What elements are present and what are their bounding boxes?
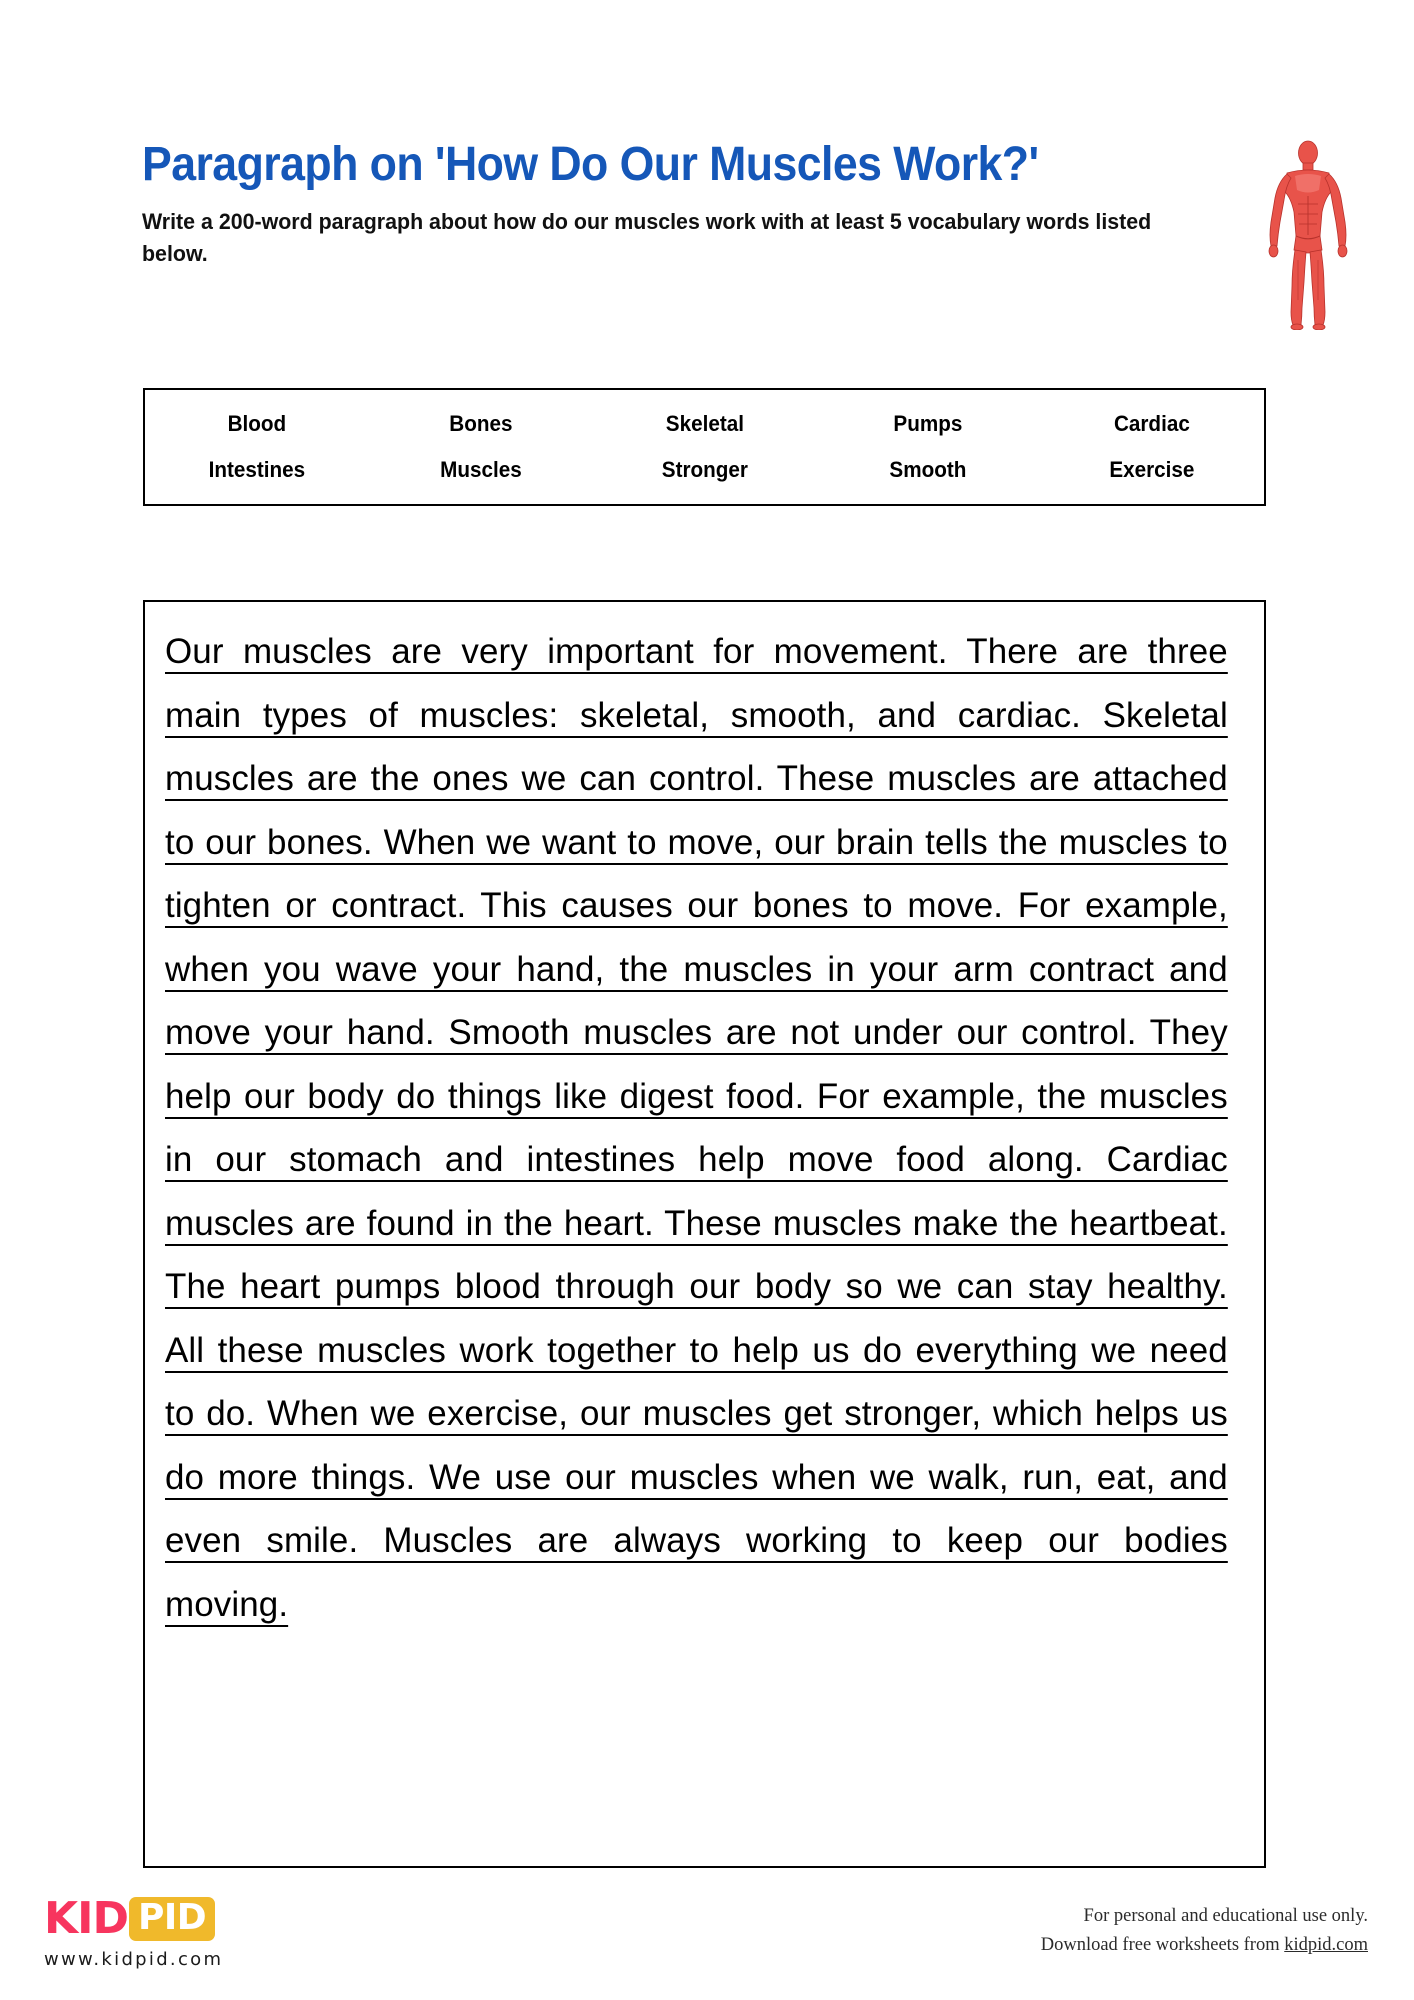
vocab-word: Muscles xyxy=(439,457,522,482)
logo-pid-badge: PID xyxy=(129,1897,215,1941)
instruction-text: Write a 200-word paragraph about how do our muscles work with at least 5 vocabulary words listed below. xyxy=(142,209,1152,267)
answer-paragraph-text: Our muscles are very important for movement. There are three main types of muscles: skeletal, smooth, and cardiac. Skeletal muscles are the ones we can control. These muscles are attached to our bones. When we want to move, our brain tells the muscles to tighten or contract. This causes our bones to move. For example, when you wave your hand, the muscles in your arm contract and move your hand. Smooth muscles are not under our control. They help our body do things like digest food. For example, the muscles in our stomach and intestines help move food along. Cardiac muscles are found in the heart. These muscles make the heartbeat. The heart pumps blood through our body so we can stay healthy. All these muscles work together to help us do everything we need to do. When we exercise, our muscles get stronger, which helps us do more things. We use our muscles when we walk, run, eat, and even smile. Muscles are always working to keep our bodies moving. xyxy=(165,631,1228,1624)
worksheet-header xyxy=(142,140,1272,270)
answer-area[interactable] xyxy=(143,600,1266,1868)
vocabulary-row xyxy=(145,411,1264,437)
vocab-word: Pumps xyxy=(893,411,963,436)
vocab-word: Exercise xyxy=(1109,457,1195,482)
kidpid-link[interactable]: kidpid.com xyxy=(1284,1934,1368,1955)
vocab-word: Smooth xyxy=(889,457,967,482)
footer-note-line-2 xyxy=(1041,1931,1368,1960)
vocabulary-word-bank xyxy=(143,388,1266,506)
vocab-word: Skeletal xyxy=(665,411,744,436)
kidpid-logo xyxy=(44,1893,374,1970)
vocab-word: Stronger xyxy=(661,457,748,482)
muscular-system-figure-icon xyxy=(1262,140,1354,330)
vocab-word: Blood xyxy=(227,411,287,436)
logo-website-url: www.kidpid.com xyxy=(44,1949,224,1970)
vocab-word: Intestines xyxy=(208,457,306,482)
page-title: Paragraph on 'How Do Our Muscles Work?' xyxy=(142,138,1039,191)
logo-kid-text: KID xyxy=(44,1893,128,1944)
footer-note-line-1: For personal and educational use only. xyxy=(1083,1906,1368,1926)
vocabulary-row xyxy=(145,457,1264,483)
footer-note xyxy=(1041,1902,1368,1959)
vocab-word: Cardiac xyxy=(1114,411,1191,436)
footer-note-prefix: Download free worksheets from xyxy=(1040,1934,1285,1955)
vocab-word: Bones xyxy=(449,411,513,436)
logo-mark xyxy=(44,1893,374,1944)
